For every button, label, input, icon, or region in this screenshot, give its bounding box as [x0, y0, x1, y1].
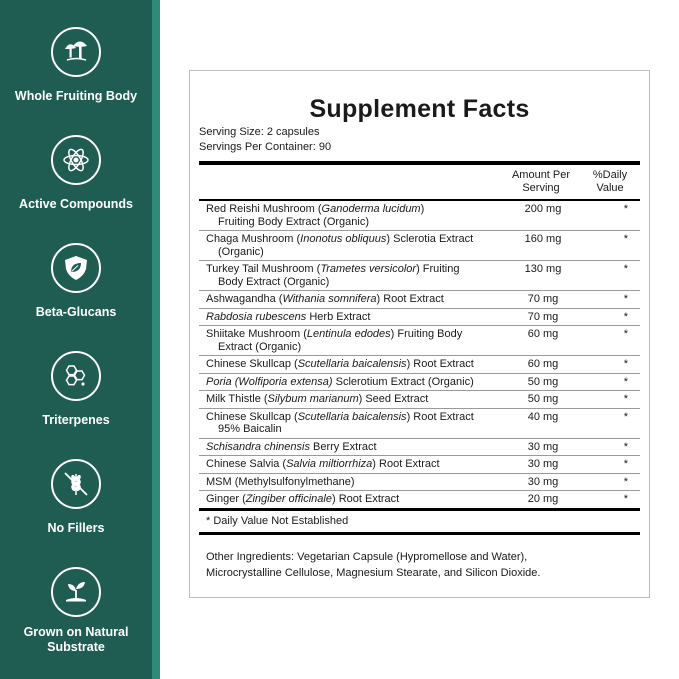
ingredient-name-suffix: ) Root Extract [406, 358, 474, 370]
ingredient-name-suffix: ) Root Extract [372, 458, 440, 470]
sidebar-accent-stripe [152, 0, 160, 679]
ingredient-latin-name: Withania somnifera [282, 293, 377, 305]
ingredient-name-text: MSM (Methylsulfonylmethane) [206, 475, 355, 488]
ingredient-latin-name: Poria (Wolfiporia extensa) [206, 375, 333, 388]
ingredient-name-text: Ashwagandha ( [206, 293, 283, 305]
ingredient-rows [199, 201, 640, 509]
ingredient-name-line2: Extract (Organic) [218, 340, 302, 353]
other-ingredients-line: Microcrystalline Cellulose, Magnesium Stearate, and Silicon Dioxide. [206, 566, 541, 579]
ingredient-name-text: Shiitake Mushroom ( [206, 328, 307, 340]
ingredient-row [199, 409, 640, 439]
ingredient-daily-value: * [623, 203, 628, 215]
feature-label: No Fillers [47, 521, 105, 535]
ingredient-name [199, 493, 502, 506]
other-ingredients [199, 549, 640, 581]
ingredient-name-line2: 95% Baicalin [218, 423, 282, 435]
feature-label: Triterpenes [42, 413, 110, 427]
feature-whole-fruiting-body [0, 27, 152, 104]
ingredient-row [199, 391, 640, 409]
supplement-facts-label [199, 93, 640, 581]
ingredient-daily-value: * [623, 358, 628, 370]
ingredient-daily-value: * [623, 263, 628, 275]
ingredient-name-suffix: ) Root Extract [331, 493, 400, 505]
ingredient-amount: 60 mg [527, 358, 559, 370]
ingredient-daily-value: * [623, 393, 628, 405]
ingredient-name [199, 476, 502, 489]
no-wheat-icon [51, 459, 101, 509]
ingredient-row [199, 456, 640, 474]
ingredient-row [199, 201, 640, 231]
ingredient-name-line2: (Organic) [218, 245, 264, 258]
hexagon-molecule-icon [51, 351, 101, 401]
daily-value-header: %Daily Value [592, 169, 628, 194]
ingredient-amount: 30 mg [527, 475, 559, 488]
facts-header-row [199, 165, 640, 199]
ingredient-amount: 30 mg [527, 458, 559, 470]
ingredient-row [199, 309, 640, 327]
feature-beta-glucans [0, 243, 152, 320]
ingredient-name-text: Chinese Skullcap ( [206, 358, 298, 370]
ingredient-name [199, 311, 502, 324]
ingredient-name-suffix: ) [420, 203, 425, 215]
ingredient-name-text: Turkey Tail Mushroom ( [206, 263, 321, 275]
ingredient-name-suffix: Berry Extract [309, 440, 377, 453]
mushroom-icon [51, 27, 101, 77]
ingredient-name [199, 328, 502, 353]
ingredient-daily-value: * [623, 410, 628, 423]
ingredient-latin-name: Schisandra chinensis [206, 440, 310, 453]
ingredient-name-line2: Fruiting Body Extract (Organic) [218, 215, 369, 228]
atom-icon [51, 135, 101, 185]
ingredient-name-text: Chaga Mushroom ( [206, 233, 301, 245]
ingredient-name [199, 441, 502, 454]
ingredient-latin-name: Inonotus obliquus [300, 233, 387, 245]
ingredient-amount: 70 mg [527, 310, 559, 323]
facts-title: Supplement Facts [309, 95, 530, 123]
ingredient-name-suffix: ) Fruiting Body [390, 328, 463, 340]
ingredient-name [199, 203, 502, 228]
ingredient-amount: 200 mg [524, 203, 562, 215]
ingredient-latin-name: Zingiber officinale [245, 493, 332, 505]
ingredient-row [199, 291, 640, 309]
ingredient-name-text: Chinese Salvia ( [206, 458, 287, 470]
ingredient-row [199, 231, 640, 261]
feature-label: Active Compounds [19, 197, 133, 211]
ingredient-name-line2: Body Extract (Organic) [218, 275, 330, 288]
ingredient-daily-value: * [623, 375, 628, 388]
divider-bottom [199, 532, 640, 535]
ingredient-name [199, 376, 502, 389]
ingredient-name-suffix: Sclerotium Extract (Organic) [332, 375, 474, 388]
ingredient-name [199, 263, 502, 288]
ingredient-row [199, 326, 640, 356]
ingredient-name-text: Red Reishi Mushroom ( [206, 203, 322, 215]
ingredient-name-suffix: Herb Extract [306, 310, 371, 323]
ingredient-row [199, 474, 640, 492]
feature-triterpenes [0, 351, 152, 428]
ingredient-name [199, 293, 502, 306]
feature-active-compounds [0, 135, 152, 212]
ingredient-name [199, 411, 502, 436]
ingredient-name-text: Milk Thistle ( [206, 393, 268, 405]
sprout-icon [51, 567, 101, 617]
ingredient-daily-value: * [623, 458, 628, 470]
ingredient-latin-name: Rabdosia rubescens [206, 310, 307, 323]
ingredient-name [199, 358, 502, 371]
ingredient-daily-value: * [623, 440, 628, 453]
feature-natural-substrate [0, 567, 152, 655]
ingredient-daily-value: * [623, 328, 628, 340]
ingredient-latin-name: Ganoderma lucidum [321, 203, 421, 215]
ingredient-row [199, 491, 640, 509]
ingredient-row [199, 356, 640, 374]
ingredient-amount: 30 mg [527, 440, 559, 453]
ingredient-latin-name: Scutellaria baicalensis [297, 410, 407, 423]
ingredient-name-suffix: ) Fruiting [416, 263, 460, 275]
ingredient-daily-value: * [623, 233, 628, 245]
daily-value-footnote: * Daily Value Not Established [199, 508, 640, 532]
ingredient-daily-value: * [623, 475, 628, 488]
ingredient-latin-name: Salvia miltiorrhiza [286, 458, 373, 470]
feature-no-fillers [0, 459, 152, 536]
amount-per-serving-header: Amount Per Serving [511, 169, 571, 194]
ingredient-name-suffix: ) Root Extract [376, 293, 444, 305]
ingredient-name-suffix: ) Root Extract [406, 410, 474, 423]
shield-leaf-icon [51, 243, 101, 293]
ingredient-amount: 50 mg [527, 393, 559, 405]
serving-size: Serving Size: 2 capsules [199, 126, 320, 138]
servings-per-container: Servings Per Container: 90 [199, 141, 332, 153]
ingredient-daily-value: * [623, 310, 628, 323]
ingredient-latin-name: Trametes versicolor [320, 263, 417, 275]
feature-label: Whole Fruiting Body [14, 89, 138, 103]
ingredient-amount: 70 mg [527, 293, 559, 305]
feature-label: Beta-Glucans [35, 305, 117, 319]
ingredient-latin-name: Silybum marianum [267, 393, 359, 405]
ingredient-amount: 60 mg [527, 328, 559, 340]
ingredient-name-suffix: ) Sclerotia Extract [386, 233, 474, 245]
ingredient-name-text: Ginger ( [206, 493, 246, 505]
ingredient-daily-value: * [623, 293, 628, 305]
ingredient-name-text: Chinese Skullcap ( [206, 410, 298, 423]
ingredient-amount: 130 mg [524, 263, 562, 275]
ingredient-latin-name: Lentinula edodes [306, 328, 391, 340]
ingredient-amount: 40 mg [527, 410, 559, 423]
ingredient-row [199, 439, 640, 457]
feature-label: Grown on Natural Substrate [23, 625, 129, 654]
ingredient-name [199, 458, 502, 471]
other-ingredients-line: Other Ingredients: Vegetarian Capsule (Hypromellose and Water), [206, 550, 528, 563]
ingredient-amount: 20 mg [527, 493, 559, 505]
ingredient-amount: 160 mg [524, 233, 562, 245]
ingredient-latin-name: Scutellaria baicalensis [297, 358, 407, 370]
ingredient-amount: 50 mg [527, 375, 559, 388]
ingredient-name [199, 233, 502, 258]
ingredient-row [199, 261, 640, 291]
ingredient-daily-value: * [623, 493, 628, 505]
ingredient-name-suffix: ) Seed Extract [358, 393, 429, 405]
ingredient-name [199, 393, 502, 406]
ingredient-row [199, 374, 640, 392]
